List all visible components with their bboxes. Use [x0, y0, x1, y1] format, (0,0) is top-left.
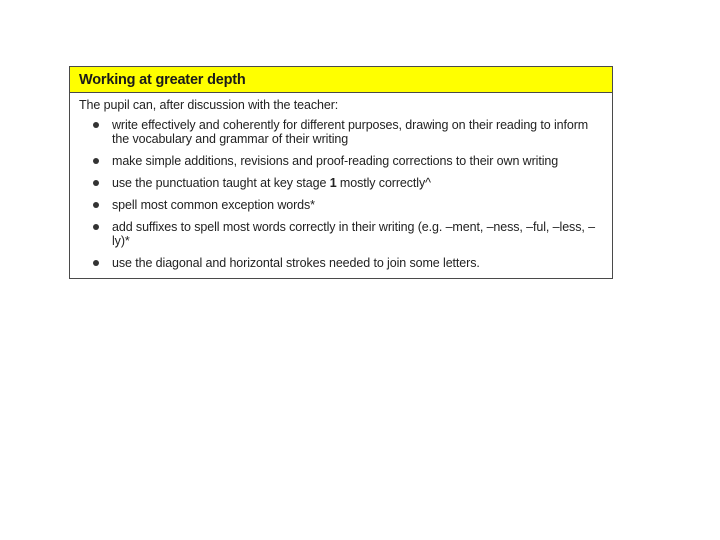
key-stage-number: 1 [329, 176, 337, 190]
bullet-icon [93, 180, 99, 186]
list-item [79, 198, 602, 212]
list-item-text: make simple additions, revisions and proof-reading corrections to their own writing [112, 154, 559, 168]
criteria-body [70, 93, 612, 278]
list-item-text: write effectively and coherently for different purposes, drawing on their reading to inform the vocabulary and grammar of their writing [112, 118, 589, 146]
list-item-text-part: use the punctuation taught at key stage [112, 176, 330, 190]
list-item [79, 256, 602, 270]
list-item-text: add suffixes to spell most words correctly in their writing (e.g. –ment, –ness, –ful, –less, –ly)* [112, 220, 595, 248]
list-item-text [112, 176, 600, 190]
list-item [79, 176, 602, 190]
criteria-title: Working at greater depth [79, 71, 246, 88]
list-item-text-part: mostly correctly^ [336, 176, 431, 190]
criteria-list [79, 118, 602, 270]
list-item-text: spell most common exception words* [112, 198, 315, 212]
bullet-icon [93, 260, 99, 266]
bullet-icon [93, 158, 99, 164]
list-item [79, 220, 602, 248]
bullet-icon [93, 202, 99, 208]
bullet-icon [93, 122, 99, 128]
criteria-header [70, 67, 612, 93]
assessment-criteria-box [69, 66, 613, 279]
list-item-text: use the diagonal and horizontal strokes needed to join some letters. [112, 256, 480, 270]
list-item [79, 118, 602, 146]
intro-text: The pupil can, after discussion with the teacher: [79, 98, 339, 112]
list-item [79, 154, 602, 168]
bullet-icon [93, 224, 99, 230]
